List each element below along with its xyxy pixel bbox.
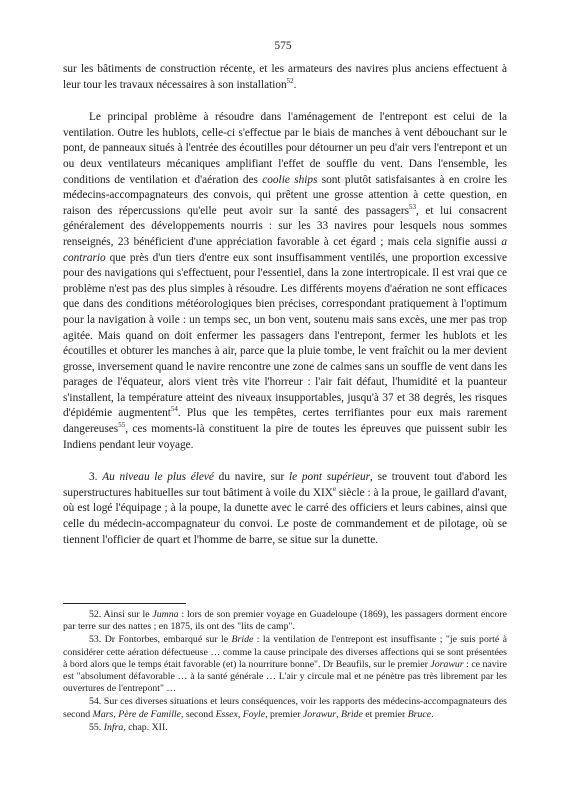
text-run: . Plus que les tempêtes, certes terrifiantes pour eux mais rarement dangereuses bbox=[63, 407, 507, 436]
italic-run: Au niveau le plus élevé bbox=[102, 471, 214, 484]
paragraph bbox=[63, 62, 507, 93]
note-reference: 53 bbox=[408, 202, 416, 211]
note-reference: 52 bbox=[286, 76, 294, 85]
main-text bbox=[63, 62, 507, 548]
footnote-separator bbox=[63, 603, 186, 604]
italic-run: Mars bbox=[92, 708, 114, 720]
text-run: . bbox=[431, 708, 434, 720]
text-run: , bbox=[113, 708, 119, 720]
italic-run: Infra bbox=[103, 721, 124, 733]
italic-run: coolie ships bbox=[262, 173, 318, 186]
italic-run: Jorawur bbox=[430, 658, 464, 670]
italic-run: Bride bbox=[341, 708, 363, 720]
text-run: , ces moments-là constituent la pire de toutes les épreuves que puissent subir les Indiens pendant leur voyage. bbox=[63, 423, 507, 451]
text-run: , bbox=[237, 708, 243, 720]
text-run: , chap. XII. bbox=[123, 721, 168, 733]
text-run: sur les bâtiments de construction récente, et les armateurs des navires plus anciens effectuent à leur tour les travaux nécessaires à son installation bbox=[63, 63, 507, 91]
paragraph-gap bbox=[63, 93, 507, 110]
text-run: du navire, sur bbox=[213, 471, 290, 484]
italic-run: Bride bbox=[231, 634, 254, 646]
footnote bbox=[63, 634, 507, 695]
footnotes bbox=[63, 609, 507, 735]
italic-run: Père de Famille bbox=[118, 708, 181, 720]
text-run: et premier bbox=[362, 708, 408, 720]
note-reference: e bbox=[332, 485, 337, 494]
note-reference: 54 bbox=[170, 405, 178, 414]
note-reference: 55 bbox=[118, 421, 126, 430]
italic-run: Jorawur bbox=[302, 708, 337, 720]
text-run: 3. bbox=[89, 471, 103, 484]
text-run: : ce navire est "absolument défavorable … à la santé générale … L'air y circule mal et ne pénètre pas très librement par les ouvertures de l'entrepont" … bbox=[63, 658, 508, 695]
text-run: Le principal problème à résoudre dans l'aménagement de l'entrepont est celui de la ventilation. Outre les hublots, celle-ci s'effectue par le biais de manches à vent débouchant sur le pont, de panneaux situés à l'entrée des écoutilles pour détourner un peu d'air vers l'entrepont et un ou deux ventilateurs mécaniques amplifiant l'effet de souffle du vent. Dans l'ensemble, les conditions de ventilation et d'aération des bbox=[63, 111, 507, 186]
text-run: , et lui consacrent généralement des développements nourris : sur les 33 navires pour lesquels nous sommes renseignés, 23 bénéficient d'une appréciation favorable à cet égard ; mais cela signifie aussi bbox=[63, 204, 507, 248]
text-run: , second bbox=[181, 708, 216, 720]
paragraph bbox=[63, 110, 507, 453]
paragraph bbox=[63, 470, 507, 548]
text-run: 55. bbox=[89, 721, 104, 733]
italic-run: a contrario bbox=[63, 235, 507, 264]
italic-run: Bruce bbox=[407, 708, 432, 720]
text-run: que près d'un tiers d'entre eux sont insuffisamment ventilés, une proportion excessive pour des navigations qui s'effectuent, pour l'essentiel, dans la zone intertropicale. Il est vrai que ce problème n'est pas des plus simples à résoudre. Les différents moyens d'aération ne sont efficaces que dans des conditions météorologiques bien précises, correspondant pratiquement à l'optimum pour la navigation à voile : un temps sec, un bon vent, soutenu mais sans excès, une mer pas trop agitée. Mais quand on doit enfermer les passagers dans l'entrepont, fermer les hublots et les écoutilles et obturer les manches à air, parce que la pluie tombe, le vent fraîchit ou la mer devient grosse, inversement quand le navire rencontre une zone de calmes sans un souffle de vent dans les parages de l'équateur, alors vient très vite l'horreur : l'air fait défaut, l'humidité et la puanteur s'installent, la température atteint des niveaux insupportables, jusqu'à 37 et 38 degrés, les risques d'épidémie augmentent bbox=[63, 251, 507, 420]
footnote bbox=[63, 609, 507, 633]
text-run: sont plutôt satisfaisantes à en croire les médecins-accompagnateurs des convois, qui prêtent une grosse attention à cette question, en raison des répercussions qu'elle peut avoir sur la santé des passagers bbox=[63, 173, 508, 217]
paragraph-gap bbox=[63, 453, 507, 470]
text-run: . bbox=[293, 78, 297, 91]
italic-run: Foyle bbox=[242, 708, 266, 720]
italic-run: le pont supérieur bbox=[289, 471, 371, 484]
text-run: 53. Dr Fontorbes, embarqué sur le bbox=[89, 634, 232, 646]
text-run: 52. Ainsi sur le bbox=[89, 609, 153, 620]
text-run: : lors de son premier voyage en Guadeloupe (1869), les passagers dorment encore par terre sur des nattes ; en 1875, ils ont des "lits de camp". bbox=[63, 609, 507, 633]
text-run: , bbox=[336, 708, 342, 720]
italic-run: Jumna bbox=[152, 609, 179, 620]
text-run: : la ventilation de l'entrepont est insuffisante ; "je suis porté à considérer cette aération défectueuse … comme la cause principale des diverses affections qui se sont présentées à bord alors que le temps était favorable (et) la nourriture bonne". Dr Beaufils, sur le premier bbox=[63, 634, 507, 670]
page-number: 575 bbox=[274, 40, 292, 52]
text-run: 54. Sur ces diverses situations et leurs conséquences, voir les rapports des médecins-accompagnateurs des second bbox=[63, 696, 507, 720]
italic-run: Essex bbox=[215, 708, 238, 720]
footnote bbox=[63, 696, 507, 720]
text-run: siècle : à la proue, le gaillard d'avant, où est logé l'équipage ; à la poupe, la dunette avec le carré des officiers et leurs cabines, ainsi que celle du médecin-accompagnateur du convoi. Le poste de commandement et de pilotage, où se tiennent l'officier de quart et l'homme de barre, se situe sur la dunette. bbox=[63, 486, 507, 546]
text-run: , se trouvent tout d'abord les superstructures habituelles sur tout bâtiment à voile du XIX bbox=[63, 471, 508, 499]
footnote bbox=[63, 722, 507, 734]
text-run: , premier bbox=[265, 708, 303, 720]
